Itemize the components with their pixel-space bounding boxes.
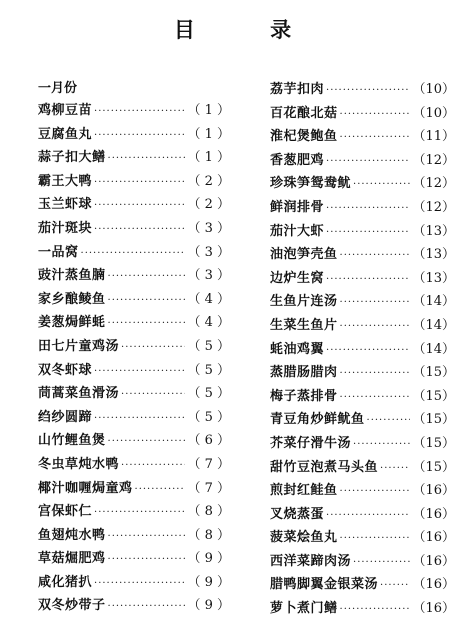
entry-title: 绉纱圆蹄: [38, 409, 93, 425]
entry-page-number: （ 5 ）: [187, 338, 230, 354]
entry-page-number: （14）: [412, 294, 455, 310]
entry-title: 豉汁蒸鱼腩: [38, 268, 106, 284]
entry-page-number: （12）: [412, 199, 455, 215]
entry-page-number: （ 1 ）: [187, 103, 230, 118]
entry-title: 油泡笋壳鱼: [270, 247, 338, 263]
entry-title: 椰汁咖喱焗童鸡: [38, 480, 133, 496]
dot-leader: [108, 289, 186, 313]
dot-leader: [108, 312, 186, 336]
entry-page-number: （ 8 ）: [187, 527, 230, 543]
dot-leader: [326, 268, 410, 292]
entry-page-number: （13）: [412, 223, 455, 239]
entry-title: 山竹鲤鱼煲: [38, 433, 106, 449]
entry-title: 茄汁大虾: [270, 223, 325, 239]
entry-title: 鱼翅炖水鸭: [38, 527, 106, 543]
entry-page-number: （ 7 ）: [187, 480, 230, 496]
entry-title: 腊鸭脚翼金银菜汤: [270, 577, 379, 593]
entry-page-number: （ 2 ）: [187, 173, 230, 189]
entry-page-number: （ 5 ）: [187, 386, 230, 402]
entry-page-number: （ 1 ）: [187, 150, 230, 166]
entry-page-number: （ 9 ）: [187, 598, 230, 614]
dot-leader: [326, 79, 410, 103]
entry-title: 鲜润排骨: [270, 199, 325, 215]
dot-leader: [340, 480, 411, 504]
entry-page-number: （ 9 ）: [187, 574, 230, 590]
dot-leader: [326, 221, 410, 245]
entry-page-number: （16）: [412, 530, 455, 546]
entry-page-number: （16）: [412, 483, 455, 499]
toc-entry: [270, 526, 455, 550]
entry-title: 茄汁斑块: [38, 220, 93, 236]
entry-page-number: （ 7 ）: [187, 456, 230, 472]
dot-leader: [380, 574, 410, 598]
dot-leader: [94, 100, 185, 124]
dot-leader: [326, 197, 410, 221]
toc-entry: [270, 220, 455, 244]
entry-page-number: （15）: [412, 459, 455, 475]
entry-page-number: （ 4 ）: [187, 315, 230, 331]
entry-title: 煎封红鲑鱼: [270, 483, 338, 499]
entry-page-number: （ 3 ）: [187, 268, 230, 284]
entry-title: 一品窝: [38, 244, 79, 260]
dot-leader: [340, 527, 411, 551]
entry-title: 萝卜煮门鳝: [270, 601, 338, 617]
toc-entry: [270, 550, 455, 574]
toc-left-column: [38, 78, 230, 618]
dot-leader: [94, 360, 185, 384]
dot-leader: [94, 572, 185, 596]
dot-leader: [340, 386, 411, 410]
entry-page-number: （15）: [412, 412, 455, 428]
dot-leader: [135, 478, 186, 502]
entry-title: 珍珠笋鸳鸯鱿: [270, 176, 352, 192]
toc-entry: [270, 196, 455, 220]
dot-leader: [353, 551, 410, 575]
entry-page-number: （12）: [412, 152, 455, 168]
entry-page-number: （ 3 ）: [187, 244, 230, 260]
entry-title: 菠菜烩鱼丸: [270, 530, 338, 546]
dot-leader: [108, 525, 186, 549]
entry-page-number: （11）: [412, 129, 455, 145]
entry-page-number: （ 8 ）: [187, 504, 230, 520]
toc-entry: [38, 429, 230, 453]
entry-title: 蒜子扣大鳝: [38, 150, 106, 166]
section-heading: 一月份: [38, 81, 78, 96]
toc-entry: [38, 123, 230, 147]
dot-leader: [94, 194, 185, 218]
dot-leader: [121, 383, 185, 407]
entry-page-number: （ 4 ）: [187, 291, 230, 307]
toc-entry: [38, 288, 230, 312]
dot-leader: [94, 171, 185, 195]
toc-entry: [270, 267, 455, 291]
dot-leader: [326, 339, 410, 363]
dot-leader: [94, 218, 185, 242]
toc-entry: [38, 99, 230, 123]
entry-title: 双冬炒带子: [38, 598, 106, 614]
entry-title: 霸王大鸭: [38, 173, 93, 189]
entry-title: 咸化猪扒: [38, 574, 93, 590]
toc-entry: [270, 102, 455, 126]
dot-leader: [108, 265, 186, 289]
entry-title: 草菇煀肥鸡: [38, 551, 106, 567]
entry-title: 豆腐鱼丸: [38, 126, 93, 142]
entry-page-number: （10）: [412, 105, 455, 121]
toc-entry: [38, 477, 230, 501]
toc-entry: [270, 597, 455, 621]
entry-title: 边炉生窝: [270, 270, 325, 286]
entry-page-number: （ 5 ）: [187, 409, 230, 425]
dot-leader: [108, 595, 186, 619]
entry-title: 百花酿北菇: [270, 105, 338, 121]
entry-title: 芥菜仔滑牛汤: [270, 435, 352, 451]
toc-entry: [270, 290, 455, 314]
toc-entry: [270, 573, 455, 597]
entry-page-number: （ 1 ）: [187, 126, 230, 142]
entry-title: 叉烧蒸蛋: [270, 506, 325, 522]
entry-title: 家乡酿鲮鱼: [38, 291, 106, 307]
toc-entry: [270, 172, 455, 196]
dot-leader: [340, 598, 411, 622]
entry-page-number: （15）: [412, 435, 455, 451]
dot-leader: [121, 336, 185, 360]
toc-entry: [270, 361, 455, 385]
toc-entry: [38, 406, 230, 430]
toc-entry: [270, 503, 455, 527]
toc-entry: [38, 571, 230, 595]
entry-title: 甜竹豆泡煮马头鱼: [270, 459, 379, 475]
entry-page-number: （15）: [412, 365, 455, 381]
entry-page-number: （16）: [412, 601, 455, 617]
dot-leader: [94, 124, 185, 148]
entry-title: 西洋菜蹄肉汤: [270, 553, 352, 569]
dot-leader: [340, 126, 411, 150]
entry-title: 香葱肥鸡: [270, 152, 325, 168]
dot-leader: [340, 362, 411, 386]
entry-title: 生鱼片连汤: [270, 294, 338, 310]
toc-entry: [270, 432, 455, 456]
toc-entry: [270, 479, 455, 503]
dot-leader: [380, 457, 410, 481]
entry-page-number: （ 5 ）: [187, 362, 230, 378]
toc-entry: [270, 456, 455, 480]
toc-entry: [38, 359, 230, 383]
toc-entry: [38, 170, 230, 194]
entry-page-number: （16）: [412, 577, 455, 593]
entry-page-number: （13）: [412, 247, 455, 263]
dot-leader: [353, 433, 410, 457]
entry-title: 蚝油鸡翼: [270, 341, 325, 357]
entry-title: 姜葱焗鲜蚝: [38, 315, 106, 331]
entry-page-number: （ 3 ）: [187, 220, 230, 236]
entry-page-number: （13）: [412, 270, 455, 286]
dot-leader: [340, 315, 411, 339]
entry-page-number: （15）: [412, 388, 455, 404]
dot-leader: [108, 548, 186, 572]
dot-leader: [108, 430, 186, 454]
toc-entry: [38, 311, 230, 335]
dot-leader: [94, 501, 185, 525]
entry-page-number: （16）: [412, 506, 455, 522]
entry-page-number: （12）: [412, 176, 455, 192]
toc-entry: [38, 264, 230, 288]
toc-entry: [38, 382, 230, 406]
page-title: 目 录: [173, 18, 326, 42]
entry-title: 青豆角炒鲜鱿鱼: [270, 412, 365, 428]
entry-title: 梅子蒸排骨: [270, 388, 338, 404]
toc-entry: [270, 314, 455, 338]
entry-title: 冬虫草炖水鸭: [38, 456, 120, 472]
toc-entry: [38, 335, 230, 359]
toc-entry: [38, 146, 230, 170]
toc-entry: [270, 78, 455, 102]
entry-page-number: （ 2 ）: [187, 197, 230, 213]
toc-entry: [270, 408, 455, 432]
dot-leader: [94, 407, 185, 431]
entry-page-number: （16）: [412, 553, 455, 569]
entry-title: 双冬虾球: [38, 362, 93, 378]
dot-leader: [81, 242, 186, 266]
entry-title: 蒸腊肠腊肉: [270, 365, 338, 381]
dot-leader: [340, 244, 411, 268]
dot-leader: [108, 147, 186, 171]
entry-title: 宫保虾仁: [38, 504, 93, 520]
entry-page-number: （14）: [412, 341, 455, 357]
toc-entry: [270, 125, 455, 149]
toc-entry: [38, 193, 230, 217]
entry-page-number: （10）: [412, 82, 455, 97]
toc-entry: [38, 547, 230, 571]
toc-entry: [38, 594, 230, 618]
toc-entry: [38, 217, 230, 241]
toc-entry: [270, 149, 455, 173]
entry-title: 荔芋扣肉: [270, 82, 325, 97]
toc-entry: [38, 453, 230, 477]
toc-entry: [270, 385, 455, 409]
entry-page-number: （14）: [412, 317, 455, 333]
dot-leader: [353, 173, 410, 197]
toc-entry: [38, 500, 230, 524]
dot-leader: [121, 454, 185, 478]
dot-leader: [340, 103, 411, 127]
entry-title: 生菜生鱼片: [270, 317, 338, 333]
dot-leader: [340, 291, 411, 315]
entry-title: 鸡柳豆苗: [38, 103, 93, 118]
toc-entry: [38, 241, 230, 265]
toc-entry: [38, 524, 230, 548]
toc-right-column: [270, 78, 455, 621]
dot-leader: [326, 150, 410, 174]
toc-entry: [270, 338, 455, 362]
dot-leader: [326, 504, 410, 528]
entry-title: 茼蒿菜鱼滑汤: [38, 386, 120, 402]
dot-leader: [367, 409, 411, 433]
toc-entry: [270, 243, 455, 267]
entry-title: 田七片童鸡汤: [38, 338, 120, 354]
entry-title: 玉兰虾球: [38, 197, 93, 213]
entry-page-number: （ 6 ）: [187, 433, 230, 449]
entry-page-number: （ 9 ）: [187, 551, 230, 567]
entry-title: 淮杞煲鲍鱼: [270, 129, 338, 145]
